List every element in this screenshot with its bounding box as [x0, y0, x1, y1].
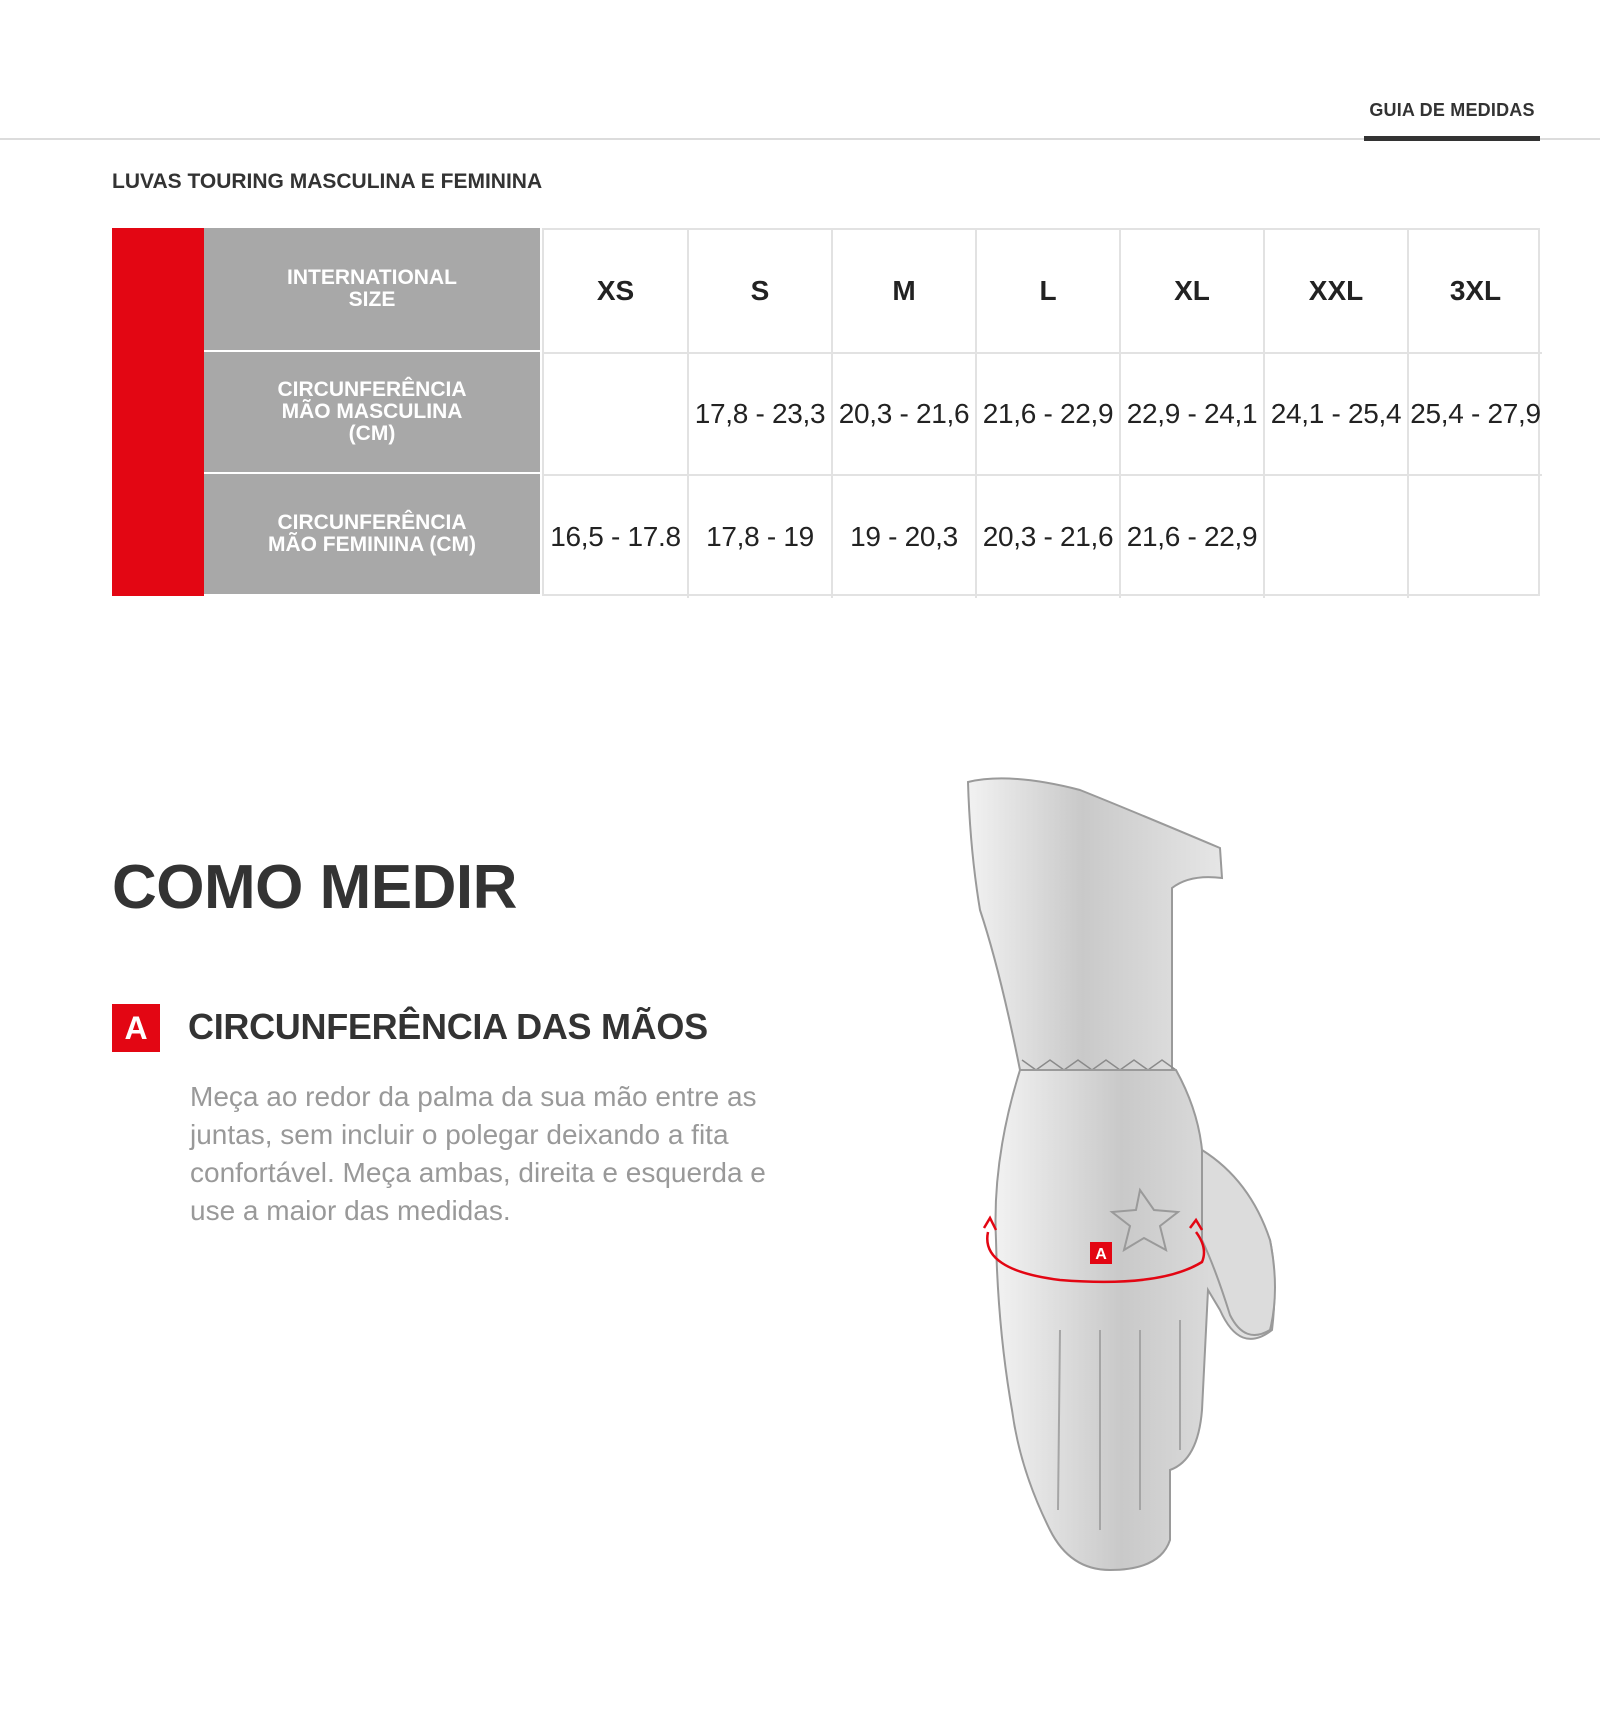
female-value-3xl	[1409, 476, 1542, 598]
female-value-xl: 21,6 - 22,9	[1121, 476, 1265, 598]
row-label-female: CIRCUNFERÊNCIA MÃO FEMININA (CM)	[204, 474, 542, 596]
male-value-m: 20,3 - 21,6	[833, 354, 977, 476]
glove-cuff	[968, 778, 1222, 1070]
size-header-l: L	[977, 230, 1121, 354]
male-value-xs	[544, 354, 689, 476]
table-row-labels	[204, 228, 542, 596]
table-accent-bar	[112, 228, 204, 596]
male-value-xl: 22,9 - 24,1	[1121, 354, 1265, 476]
male-value-xxl: 24,1 - 25,4	[1265, 354, 1409, 476]
size-grid	[542, 228, 1540, 596]
top-divider	[0, 138, 1600, 140]
male-value-3xl: 25,4 - 27,9	[1409, 354, 1542, 476]
measure-badge: A	[112, 1004, 160, 1052]
row-label-male: CIRCUNFERÊNCIA MÃO MASCULINA (CM)	[204, 352, 542, 474]
row-label-international-size: INTERNATIONAL SIZE	[204, 228, 542, 352]
female-value-xxl	[1265, 476, 1409, 598]
tab-active-indicator	[1364, 136, 1540, 141]
size-table	[112, 228, 1540, 596]
glove-illustration	[940, 770, 1320, 1590]
measure-instructions: Meça ao redor da palma da sua mão entre as juntas, sem incluir o polegar deixando a fita confortável. Meça ambas, direita e esquerda e use a maior das medidas.	[190, 1081, 766, 1226]
measure-marker-label: A	[1095, 1246, 1107, 1263]
size-header-s: S	[689, 230, 833, 354]
size-header-3xl: 3XL	[1409, 230, 1542, 354]
female-value-m: 19 - 20,3	[833, 476, 977, 598]
how-to-measure-title: COMO MEDIR	[112, 853, 517, 922]
measure-heading: CIRCUNFERÊNCIA DAS MÃOS	[188, 1006, 708, 1047]
size-header-xxl: XXL	[1265, 230, 1409, 354]
size-header-xl: XL	[1121, 230, 1265, 354]
female-value-s: 17,8 - 19	[689, 476, 833, 598]
product-title: LUVAS TOURING MASCULINA E FEMININA	[112, 170, 543, 193]
male-value-s: 17,8 - 23,3	[689, 354, 833, 476]
size-header-m: M	[833, 230, 977, 354]
female-value-xs: 16,5 - 17.8	[544, 476, 689, 598]
measure-arrow-left	[984, 1218, 996, 1230]
male-value-l: 21,6 - 22,9	[977, 354, 1121, 476]
female-value-l: 20,3 - 21,6	[977, 476, 1121, 598]
tab-size-guide[interactable]: GUIA DE MEDIDAS	[1369, 100, 1535, 120]
glove-thumb	[1202, 1150, 1275, 1335]
size-header-xs: XS	[544, 230, 689, 354]
